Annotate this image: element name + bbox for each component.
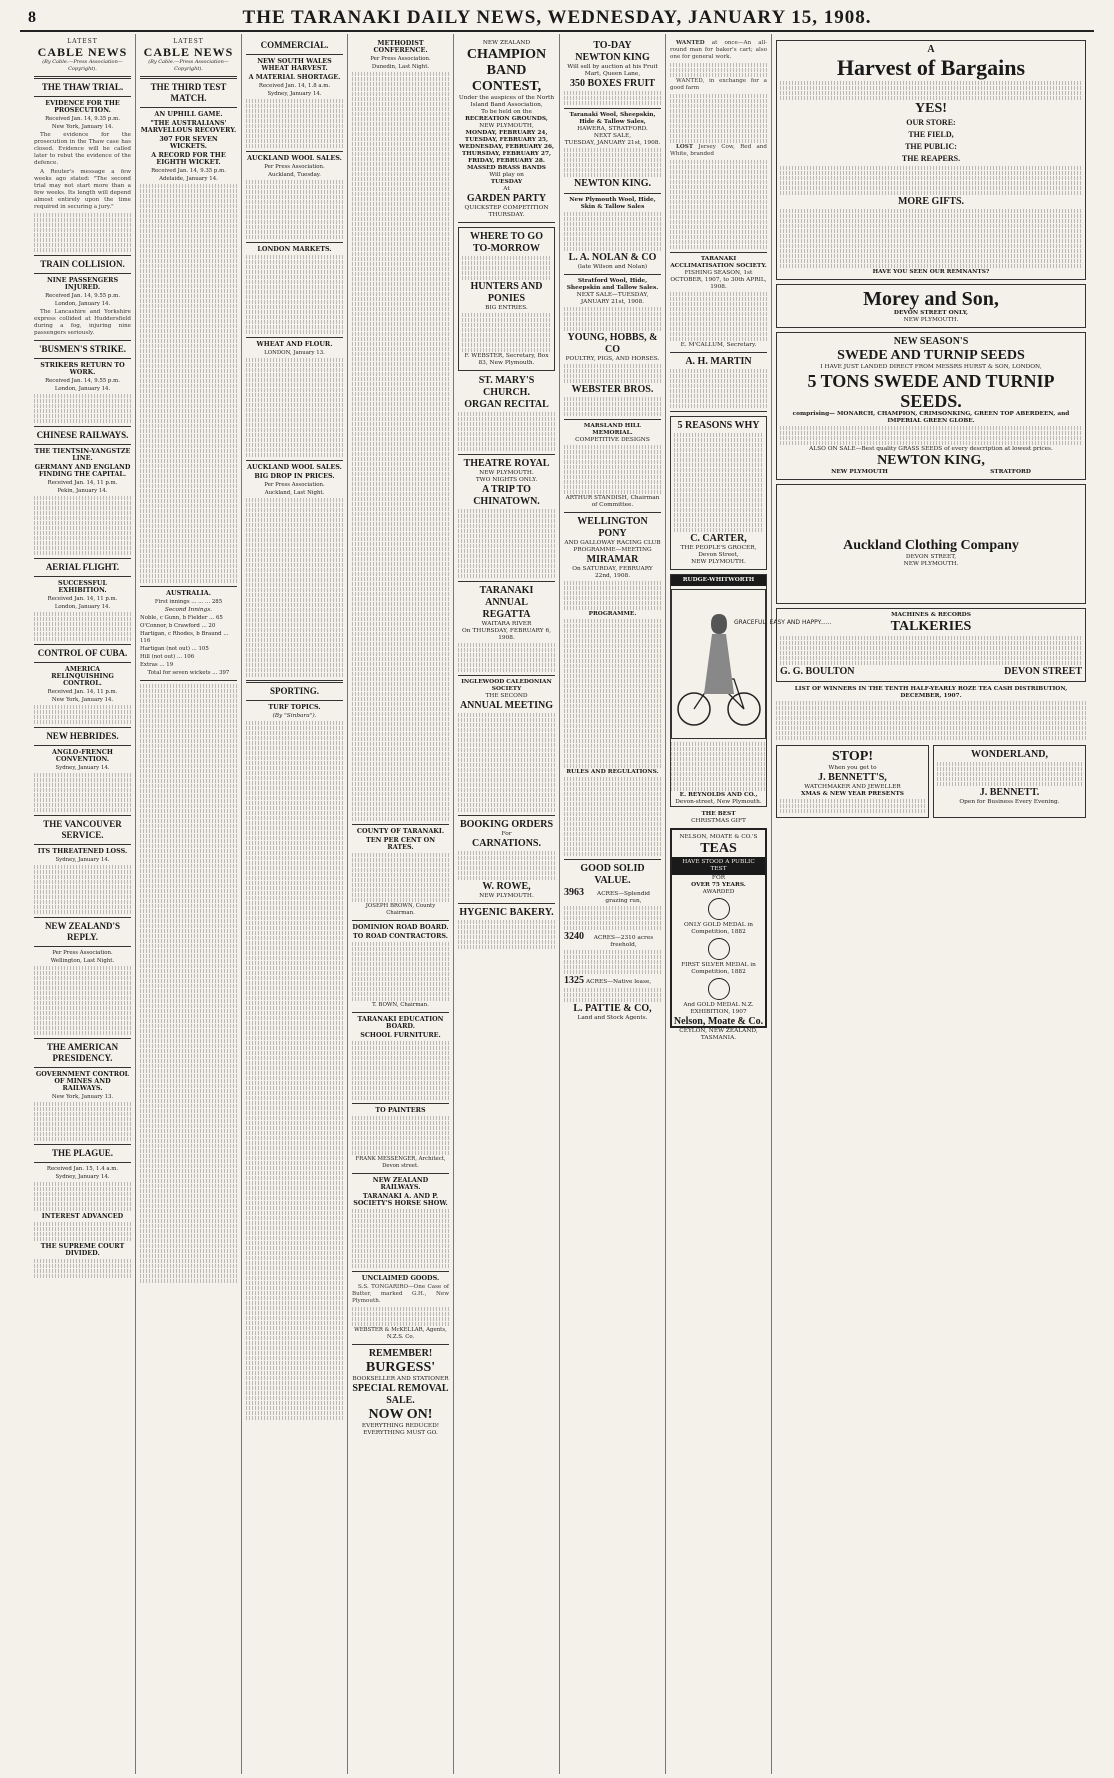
ad-headline: CARNATIONS. bbox=[472, 838, 541, 849]
ad-headline: TEAS bbox=[700, 841, 737, 856]
ad-text: WATCHMAKER AND JEWELLER bbox=[804, 784, 901, 790]
subheadline: A MATERIAL SHORTAGE. bbox=[248, 73, 341, 81]
column-5 bbox=[454, 34, 560, 1774]
dateline: Per Press Association. bbox=[52, 950, 113, 956]
headline: NEW ZEALAND'S REPLY. bbox=[44, 921, 121, 942]
notice-heading: TARANAKI EDUCATION BOARD. bbox=[357, 1015, 444, 1030]
ad-text: NEW PLYMOUTH, bbox=[479, 123, 534, 129]
subheadline: STRIKERS RETURN TO WORK. bbox=[40, 361, 125, 376]
classified-ad bbox=[670, 144, 767, 158]
subheadline: SUCCESSFUL EXHIBITION. bbox=[58, 579, 107, 594]
ad-headline: L. PATTIE & CO, bbox=[573, 1003, 652, 1014]
headline: NEW HEBRIDES. bbox=[46, 731, 119, 741]
headline: CHINESE RAILWAYS. bbox=[36, 430, 129, 440]
headline: COMMERCIAL. bbox=[260, 40, 329, 50]
ad-headline: 350 BOXES FRUIT bbox=[569, 78, 655, 89]
batsman-score: Hill (not out) ... 106 bbox=[140, 654, 195, 660]
ad-wonderland bbox=[933, 745, 1086, 818]
notice-subheading: SCHOOL FURNITURE. bbox=[360, 1031, 441, 1039]
ad-text: ARTHUR STANDISH, Chairman of Committee. bbox=[565, 495, 660, 508]
notice-signature: WEBSTER & McKELLAR, Agents, N.Z.S. Co. bbox=[354, 1327, 447, 1340]
ad-brand: J. BENNETT'S, bbox=[818, 772, 887, 783]
ad-text: Will play on bbox=[489, 172, 524, 178]
ad-text: OVER 75 YEARS. bbox=[691, 882, 746, 888]
ad-headline: STOP! bbox=[832, 749, 873, 764]
ad-text: I HAVE JUST LANDED DIRECT FROM MESSRS HURST & SON, LONDON, bbox=[820, 364, 1042, 370]
dateline: Sydney, January 14. bbox=[55, 857, 110, 863]
batsman-score: Hartigan, c Rhodes, b Braund ... 116 bbox=[140, 631, 229, 644]
land-listing bbox=[564, 931, 661, 949]
dateline: London, January 14. bbox=[54, 386, 111, 392]
land-desc: ACRES—Splendid grazing run, bbox=[597, 891, 650, 904]
ad-nelson-moate-teas bbox=[670, 828, 767, 1041]
ad-brand: Morey and Son, bbox=[863, 288, 999, 310]
ad-headline: NEWTON KING. bbox=[573, 178, 652, 189]
subheadline: AMERICA RELINQUISHING CONTROL. bbox=[51, 665, 114, 687]
ad-text: TWO NIGHTS ONLY. bbox=[475, 477, 538, 483]
dateline: Received Jan. 14, 9.35 p.m. bbox=[151, 168, 226, 174]
ad-headline: MORE GIFTS. bbox=[897, 196, 965, 207]
ad-text: WAITARA RIVER bbox=[481, 621, 532, 627]
ad-headline: C. CARTER, bbox=[690, 533, 747, 544]
contest-date: TUESDAY, FEBRUARY 25, bbox=[464, 137, 549, 143]
ad-text: AWARDED bbox=[702, 889, 735, 895]
ad-text: THE PEOPLE'S GROCER, bbox=[680, 545, 757, 551]
ad-text: TUESDAY, JANUARY 21st, 1908. bbox=[564, 140, 661, 146]
dateline: Sydney, January 14. bbox=[55, 1174, 110, 1180]
medal-icon bbox=[708, 938, 730, 960]
ad-headline: L. A. NOLAN & CO bbox=[568, 252, 657, 263]
headline: TRAIN COLLISION. bbox=[40, 259, 125, 269]
ad-text: ONLY GOLD MEDAL in Competition, 1882 bbox=[684, 922, 753, 935]
batsman-score: O'Connor, b Crawford ... 20 bbox=[140, 623, 216, 629]
column-8 bbox=[772, 34, 1090, 1774]
ad-headline: NOW ON! bbox=[368, 1407, 433, 1422]
ad-text: Devon Street, bbox=[698, 552, 739, 558]
column-2 bbox=[136, 34, 242, 1774]
column-4 bbox=[348, 34, 454, 1774]
ad-text: NEW PLYMOUTH. bbox=[479, 470, 534, 476]
article-text: A Reuter's message a few weeks ago stated: "The second trial may not start more than a few weeks. Its length will depend almost entirely upon the time required in securing a jury." bbox=[34, 169, 131, 210]
classified-keyword: WANTED bbox=[676, 40, 705, 46]
notice-heading: UNCLAIMED GOODS. bbox=[361, 1274, 440, 1282]
dateline: Received Jan. 14, 11 p.m. bbox=[47, 480, 118, 486]
ad-headline: THE REAPERS. bbox=[901, 154, 961, 163]
classified-ad bbox=[670, 40, 767, 61]
subheadline: INTEREST ADVANCED bbox=[41, 1212, 124, 1220]
dateline: Received Jan. 14, 9.35 p.m. bbox=[45, 116, 120, 122]
ad-text: FOR bbox=[711, 875, 726, 881]
headline: THE AMERICAN PRESIDENCY. bbox=[46, 1042, 119, 1063]
ad-headline: CHAMPION bbox=[466, 47, 547, 62]
ad-headline: REMEMBER! bbox=[368, 1348, 433, 1359]
ad-text: When you get to bbox=[828, 765, 877, 771]
ad-bottom-row bbox=[776, 741, 1086, 822]
ad-location: DEVON STREET bbox=[1004, 666, 1082, 677]
ad-bennett bbox=[776, 745, 929, 818]
ad-text: Will sell by auction at his Fruit Mart, Queen Lane, bbox=[567, 64, 658, 77]
classified-keyword: LOST bbox=[676, 144, 694, 150]
ad-text: THURSDAY. bbox=[488, 212, 525, 218]
ad-text: CHRISTMAS GIFT bbox=[691, 818, 746, 824]
ad-headline: A bbox=[927, 44, 935, 55]
dateline: New York, January 14. bbox=[51, 697, 114, 703]
ad-headline: NEW SEASON'S bbox=[893, 336, 969, 347]
ad-headline: A TRIP TO CHINATOWN. bbox=[473, 484, 540, 507]
ad-text: DEVON STREET, bbox=[905, 554, 957, 560]
ad-text: PROGRAMME. bbox=[588, 611, 637, 617]
masthead bbox=[20, 6, 1094, 32]
subheadline: THE SUPREME COURT DIVIDED. bbox=[40, 1242, 125, 1257]
ad-headline: HUNTERS AND PONIES bbox=[470, 281, 543, 304]
ad-text: NEW PLYMOUTH. bbox=[479, 893, 534, 899]
ad-locations bbox=[780, 469, 1082, 476]
ad-text: COMPETITIVE DESIGNS bbox=[575, 437, 650, 443]
ad-headline: ST. MARY'S CHURCH. bbox=[478, 375, 535, 398]
ad-headline: 5 TONS SWEDE AND TURNIP SEEDS. bbox=[807, 371, 1055, 411]
ad-text: To be held on the bbox=[481, 109, 532, 115]
section-title: CABLE NEWS bbox=[37, 45, 128, 59]
land-listing bbox=[564, 887, 661, 905]
headline: METHODIST CONFERENCE. bbox=[373, 39, 428, 54]
batsman-score: Hartigan (not out) ... 105 bbox=[140, 646, 209, 652]
notice-text: S.S. TONGARIRO—One Case of Butter, marked G.H., New Plymouth. bbox=[352, 1284, 449, 1304]
ad-headline: MIRAMAR bbox=[586, 554, 639, 565]
headline: CONTROL OF CUBA. bbox=[37, 648, 128, 658]
dateline: London, January 14. bbox=[54, 301, 111, 307]
dateline: Received Jan. 15, 1.4 a.m. bbox=[46, 1166, 119, 1172]
section-title: CABLE NEWS bbox=[143, 45, 234, 59]
ad-tagline: GRACEFUL, EASY AND HAPPY...... bbox=[733, 619, 832, 626]
batsman-score: Extras ... 19 bbox=[140, 662, 174, 668]
ad-headline: THEATRE ROYAL bbox=[463, 458, 550, 469]
ad-text: E. REYNOLDS AND CO., bbox=[679, 792, 758, 798]
medal-icon bbox=[708, 978, 730, 1000]
ad-brand: G. G. BOULTON bbox=[780, 666, 855, 677]
subheadline: AUCKLAND WOOL SALES. bbox=[247, 463, 342, 471]
ad-headline: ORGAN RECITAL bbox=[464, 399, 549, 410]
ad-text: comprising— MONARCH, CHAMPION, CRIMSONKING, GREEN TOP ABERDEEN, and IMPERIAL GREEN GLOBE. bbox=[792, 411, 1070, 424]
ad-turnip-seeds bbox=[776, 332, 1086, 480]
ad-text: New Plymouth Wool, Hide, Skin & Tallow Sales bbox=[569, 197, 656, 210]
ad-headline: 5 REASONS WHY bbox=[677, 420, 760, 431]
by-line: (By Cable.—Press Association—Copyright). bbox=[42, 59, 123, 72]
dateline: Auckland, Last Night. bbox=[264, 490, 325, 496]
ad-text: NEXT SALE, bbox=[593, 133, 632, 139]
ad-text: (late Wilson and Nolan) bbox=[577, 264, 648, 270]
headline: THE THIRD TEST MATCH. bbox=[150, 82, 227, 103]
ad-headline: GOOD SOLID VALUE. bbox=[580, 863, 645, 886]
ad-text: NELSON, MOATE & CO.'S bbox=[679, 834, 758, 840]
column-1 bbox=[30, 34, 136, 1774]
ad-headline: WEBSTER BROS. bbox=[571, 384, 654, 395]
ad-headline: WONDERLAND, bbox=[971, 749, 1048, 760]
classified-text: Jersey Cow, Red and White, branded bbox=[670, 144, 767, 157]
ad-headline: THE FIELD, bbox=[908, 130, 954, 139]
ad-headline: TARANAKI ANNUAL bbox=[479, 585, 534, 608]
ad-where-to-go bbox=[458, 227, 555, 371]
notice-signature: FRANK MESSENGER, Architect, Devon street. bbox=[355, 1156, 446, 1169]
ad-location: NEW PLYMOUTH bbox=[831, 469, 888, 475]
headline: THE THAW TRIAL. bbox=[41, 82, 124, 92]
subheadline: AUCKLAND WOOL SALES. bbox=[247, 154, 342, 162]
ad-text: EVERYTHING REDUCED! bbox=[361, 1423, 440, 1429]
ad-location: STRATFORD bbox=[990, 469, 1031, 475]
subheadline: EVIDENCE FOR THE PROSECUTION. bbox=[45, 99, 120, 114]
ad-text: EVERYTHING MUST GO. bbox=[363, 1430, 438, 1436]
land-acres: 3963 bbox=[564, 887, 584, 898]
subheadline: A RECORD FOR THE EIGHTH WICKET. bbox=[151, 151, 226, 166]
ad-text: CEYLON, NEW ZEALAND, TASMANIA. bbox=[679, 1028, 758, 1041]
subheadline: NEW SOUTH WALES WHEAT HARVEST. bbox=[257, 57, 332, 72]
by-line: (By Cable.—Press Association—Copyright). bbox=[148, 59, 229, 72]
ad-talkeries bbox=[776, 608, 1086, 682]
newspaper-title: THE TARANAKI DAILY NEWS, WEDNESDAY, JANUARY 15, 1908. bbox=[242, 7, 872, 28]
classified-ad: WANTED, in exchange for a good farm bbox=[670, 78, 767, 91]
ad-footer bbox=[780, 666, 1082, 678]
latest-label: LATEST bbox=[67, 38, 98, 45]
ad-headline: SWEDE AND TURNIP SEEDS bbox=[837, 348, 1025, 363]
ad-text: NEW PLYMOUTH. bbox=[903, 561, 959, 567]
dateline: Received Jan. 14, 11 p.m. bbox=[47, 689, 118, 695]
ad-text: XMAS & NEW YEAR PRESENTS bbox=[800, 791, 904, 797]
ad-text: LIST OF WINNERS IN THE TENTH HALF-YEARLY ROZE TEA CASH DISTRIBUTION, DECEMBER, 1907. bbox=[794, 686, 1068, 699]
dateline: Per Press Association. bbox=[264, 164, 325, 170]
contest-date: WEDNESDAY, FEBRUARY 26, bbox=[458, 144, 555, 150]
land-acres: 3240 bbox=[564, 931, 584, 942]
land-acres: 1325 bbox=[564, 975, 584, 986]
ad-brand: Auckland Clothing Company bbox=[843, 538, 1019, 553]
ad-text: TUESDAY bbox=[490, 179, 523, 185]
ad-text: NEW ZEALAND bbox=[482, 40, 531, 46]
ad-text: FIRST SILVER MEDAL in Competition, 1882 bbox=[681, 962, 756, 975]
medal-icon bbox=[708, 898, 730, 920]
ad-text: QUICKSTEP COMPETITION bbox=[464, 205, 549, 211]
ad-text: NEW PLYMOUTH. bbox=[691, 559, 746, 565]
ad-headline: WHERE TO GO bbox=[470, 231, 543, 242]
ad-headline: THE PUBLIC: bbox=[905, 142, 957, 151]
ad-text: AND GALLOWAY RACING CLUB bbox=[564, 540, 661, 546]
ad-headline: TALKERIES bbox=[890, 619, 972, 634]
ad-headline: TO-DAY bbox=[593, 40, 632, 51]
notice-heading: DOMINION ROAD BOARD. bbox=[352, 923, 449, 931]
subheadline: ITS THREATENED LOSS. bbox=[37, 847, 128, 855]
ad-text: MACHINES & RECORDS bbox=[891, 612, 971, 618]
ad-text: ALSO ON SALE—Best quality GRASS SEEDS of every description at lowest prices. bbox=[809, 446, 1053, 452]
ad-text: F. WEBSTER, Secretary, Box 83, New Plymouth. bbox=[464, 353, 549, 366]
contest-date: THURSDAY, FEBRUARY 27, bbox=[461, 151, 552, 157]
ad-text: THE SECOND bbox=[485, 693, 528, 699]
ad-text: MARSLAND HILL MEMORIAL. bbox=[583, 423, 642, 436]
notice-heading: TO PAINTERS bbox=[375, 1106, 426, 1114]
ad-headline: HYGENIC BAKERY. bbox=[459, 907, 554, 918]
ad-text: BIG ENTRIES. bbox=[485, 305, 528, 311]
dateline: London, January 14. bbox=[54, 604, 111, 610]
ad-text: TARANAKI ACCLIMATISATION SOCIETY. bbox=[670, 256, 767, 269]
land-desc: ACRES—2310 acres freehold, bbox=[593, 935, 654, 948]
ad-headline: REGATTA bbox=[482, 609, 531, 620]
dateline: Received Jan. 14, 9.55 p.m. bbox=[45, 293, 120, 299]
dateline: Wellington, Last Night. bbox=[50, 958, 115, 964]
land-listing bbox=[564, 975, 661, 987]
notice-heading: COUNTY OF TARANAKI. bbox=[356, 827, 445, 835]
ad-text: E. M'CALLUM, Secretary. bbox=[680, 342, 757, 348]
column-3 bbox=[242, 34, 348, 1774]
latest-label: LATEST bbox=[173, 38, 204, 45]
dateline: Received Jan. 14, 1.8 a.m. bbox=[258, 83, 331, 89]
dateline: Dunedin, Last Night. bbox=[371, 64, 430, 70]
ad-morey-and-son bbox=[776, 284, 1086, 328]
headline: SPORTING. bbox=[270, 686, 319, 696]
page-number: 8 bbox=[28, 9, 36, 26]
notice-subheading: TO ROAD CONTRACTORS. bbox=[352, 932, 448, 940]
ad-headline: ANNUAL MEETING bbox=[459, 700, 554, 711]
ad-harvest-of-bargains bbox=[776, 40, 1086, 280]
ad-headline: GARDEN PARTY bbox=[466, 193, 547, 204]
dateline: Per Press Association. bbox=[264, 482, 325, 488]
dateline: Received Jan. 14, 11 p.m. bbox=[47, 596, 118, 602]
headline: THE VANCOUVER SERVICE. bbox=[43, 819, 122, 840]
ad-text: MASSED BRASS BANDS bbox=[466, 165, 546, 171]
dateline: New York, January 13. bbox=[51, 1094, 114, 1100]
ad-text: PROGRAMME—MEETING bbox=[573, 547, 652, 553]
article-text: The evidence for the prosecution in the Thaw case has closed. Evidence will be called later to rebut the evidence of the defence. bbox=[34, 132, 131, 166]
score-subheading: Second Innings. bbox=[164, 607, 213, 613]
ad-text: Under the auspices of the North Island Band Association, bbox=[458, 95, 555, 108]
column-area bbox=[30, 34, 1090, 1774]
ad-headline: CONTEST, bbox=[471, 79, 542, 94]
dateline: LONDON, January 13. bbox=[264, 350, 325, 356]
notice-subheading: TEN PER CENT ON RATES. bbox=[365, 836, 436, 851]
subheadline: GOVERNMENT CONTROL OF MINES AND RAILWAYS. bbox=[35, 1070, 130, 1092]
ad-text: NEXT SALE—TUESDAY, JANUARY 21st, 1908. bbox=[576, 292, 649, 305]
ad-text: Taranaki Wool, Sheepskin, Hide & Tallow Sales, bbox=[569, 112, 656, 125]
ad-headline: TO-MORROW bbox=[472, 243, 541, 254]
column-6 bbox=[560, 34, 666, 1774]
ad-brand: RUDGE-WHITWORTH bbox=[671, 575, 766, 586]
ad-text: RULES AND REGULATIONS. bbox=[566, 769, 659, 775]
contest-date: MONDAY, FEBRUARY 24, bbox=[465, 130, 548, 136]
byline: (By "Sinbara"). bbox=[272, 713, 317, 719]
notice-heading: NEW ZEALAND RAILWAYS. bbox=[372, 1176, 429, 1191]
ad-text: Land and Stock Agents. bbox=[577, 1015, 648, 1021]
ad-headline: W. ROWE, bbox=[482, 881, 531, 892]
notice-signature: JOSEPH BROWN, County Chairman. bbox=[365, 903, 436, 916]
ad-brand: J. BENNETT. bbox=[979, 787, 1040, 798]
score-total: Total for seven wickets ... 397 bbox=[147, 670, 230, 676]
ad-text: Stratford Wool, Hide, Sheepskin and Tallow Sales. bbox=[566, 278, 659, 291]
dateline: Sydney, January 14. bbox=[55, 765, 110, 771]
land-desc: ACRES—Native lease, bbox=[586, 979, 652, 985]
contest-dates bbox=[458, 130, 555, 165]
dateline: Adelaide, January 14. bbox=[159, 176, 218, 182]
subheadline: BIG DROP IN PRICES. bbox=[254, 472, 335, 480]
dateline: Per Press Association. bbox=[370, 56, 431, 62]
batsman-score: Noble, c Gunn, b Fielder ... 65 bbox=[140, 615, 223, 621]
ad-five-reasons bbox=[670, 416, 767, 570]
ad-headline: A. H. MARTIN bbox=[685, 356, 752, 367]
ad-headline: Harvest of Bargains bbox=[836, 55, 1026, 80]
ad-text: Devon-street, New Plymouth. bbox=[675, 799, 762, 805]
scoreboard-heading: AUSTRALIA. bbox=[166, 589, 211, 597]
ad-headline: WELLINGTON PONY bbox=[577, 516, 648, 539]
ad-text: NEW PLYMOUTH. bbox=[903, 317, 959, 323]
subheadline: 307 FOR SEVEN WICKETS. bbox=[159, 135, 218, 150]
ad-headline: SPECIAL REMOVAL SALE. bbox=[352, 1383, 449, 1406]
ad-text: And GOLD MEDAL N.Z. EXHIBITION, 1907 bbox=[683, 1002, 754, 1015]
batsmen-list bbox=[140, 615, 237, 669]
article-text: The Lancashire and Yorkshire express collided at Huddersfield during a fog, injuring nine passengers seriously. bbox=[34, 309, 131, 336]
ad-text: FISHING SEASON, 1st OCTOBER, 1907, to 30th APRIL, 1908. bbox=[670, 270, 767, 290]
ad-text: HAWERA, STRATFORD. bbox=[577, 126, 648, 132]
dateline: Sydney, January 14. bbox=[267, 91, 322, 97]
notice-subheading: TARANAKI A. AND P. SOCIETY'S HORSE SHOW. bbox=[353, 1192, 448, 1207]
ad-brand: Nelson, Moate & Co. bbox=[673, 1016, 764, 1027]
ad-text: POULTRY, PIGS, AND HORSES. bbox=[565, 356, 660, 362]
subheadline: GERMANY AND ENGLAND FINDING THE CAPITAL. bbox=[34, 463, 131, 478]
ad-headline: NEWTON KING bbox=[575, 52, 650, 63]
ad-headline: YOUNG, HOBBS, & CO bbox=[567, 332, 658, 355]
dateline: Auckland, Tuesday. bbox=[268, 172, 321, 178]
dateline: New York, January 14. bbox=[51, 124, 114, 130]
classified-text: at once—An all-round man for baker's cart; also one for general work. bbox=[670, 40, 768, 60]
ad-text: HAVE STOOD A PUBLIC TEST bbox=[672, 857, 765, 875]
ad-text: HAVE YOU SEEN OUR REMNANTS? bbox=[872, 269, 990, 275]
subheadline: LONDON MARKETS. bbox=[257, 245, 332, 253]
ad-headline: BOOKING ORDERS bbox=[459, 819, 554, 830]
ad-headline: YES! bbox=[915, 101, 947, 116]
ad-text: On SATURDAY, FEBRUARY 22nd, 1908. bbox=[572, 566, 653, 579]
ad-auckland-clothing bbox=[776, 484, 1086, 604]
headline: THE PLAGUE. bbox=[51, 1148, 113, 1158]
ad-text: On THURSDAY, FEBRUARY 6, 1908. bbox=[462, 628, 551, 641]
ad-brand: NEWTON KING, bbox=[877, 453, 985, 468]
subheadline: TURF TOPICS. bbox=[268, 703, 321, 711]
ad-text: Open for Business Every Evening. bbox=[959, 799, 1060, 805]
ad-text: At bbox=[503, 186, 510, 192]
ad-text: THE BEST bbox=[701, 811, 736, 817]
ad-text: DEVON STREET ONLY, bbox=[893, 310, 969, 316]
headline: AERIAL FLIGHT. bbox=[45, 562, 120, 572]
subheadline: THE TIENTSIN-YANGSTZE LINE. bbox=[34, 447, 131, 462]
subheadline: AN UPHILL GAME. bbox=[154, 110, 223, 118]
ad-text: For bbox=[501, 831, 512, 837]
ad-headline: BAND bbox=[486, 63, 527, 78]
dateline: Received Jan. 14, 9.55 p.m. bbox=[45, 378, 120, 384]
ad-text: BOOKSELLER AND STATIONER bbox=[352, 1376, 449, 1382]
notice-signature: T. BOWN, Chairman. bbox=[372, 1002, 429, 1008]
ad-text: INGLEWOOD CALEDONIAN SOCIETY bbox=[461, 679, 552, 692]
ad-brand: BURGESS' bbox=[365, 1360, 436, 1375]
ad-headline: OUR STORE: bbox=[906, 118, 956, 127]
score-line: First innings ... ... ... 285 bbox=[154, 599, 223, 605]
subheadline: "THE AUSTRALIANS' MARVELLOUS RECOVERY. bbox=[140, 119, 237, 134]
ad-text: RECREATION GROUNDS, bbox=[465, 116, 548, 122]
contest-date: FRIDAY, FEBRUARY 28. bbox=[468, 158, 545, 164]
subheadline: NINE PASSENGERS INJURED. bbox=[46, 276, 119, 291]
headline: 'BUSMEN'S STRIKE. bbox=[38, 344, 127, 354]
dateline: Pekin, January 14. bbox=[57, 488, 108, 494]
subheadline: WHEAT AND FLOUR. bbox=[256, 340, 333, 348]
subheadline: ANGLO-FRENCH CONVENTION. bbox=[52, 748, 113, 763]
